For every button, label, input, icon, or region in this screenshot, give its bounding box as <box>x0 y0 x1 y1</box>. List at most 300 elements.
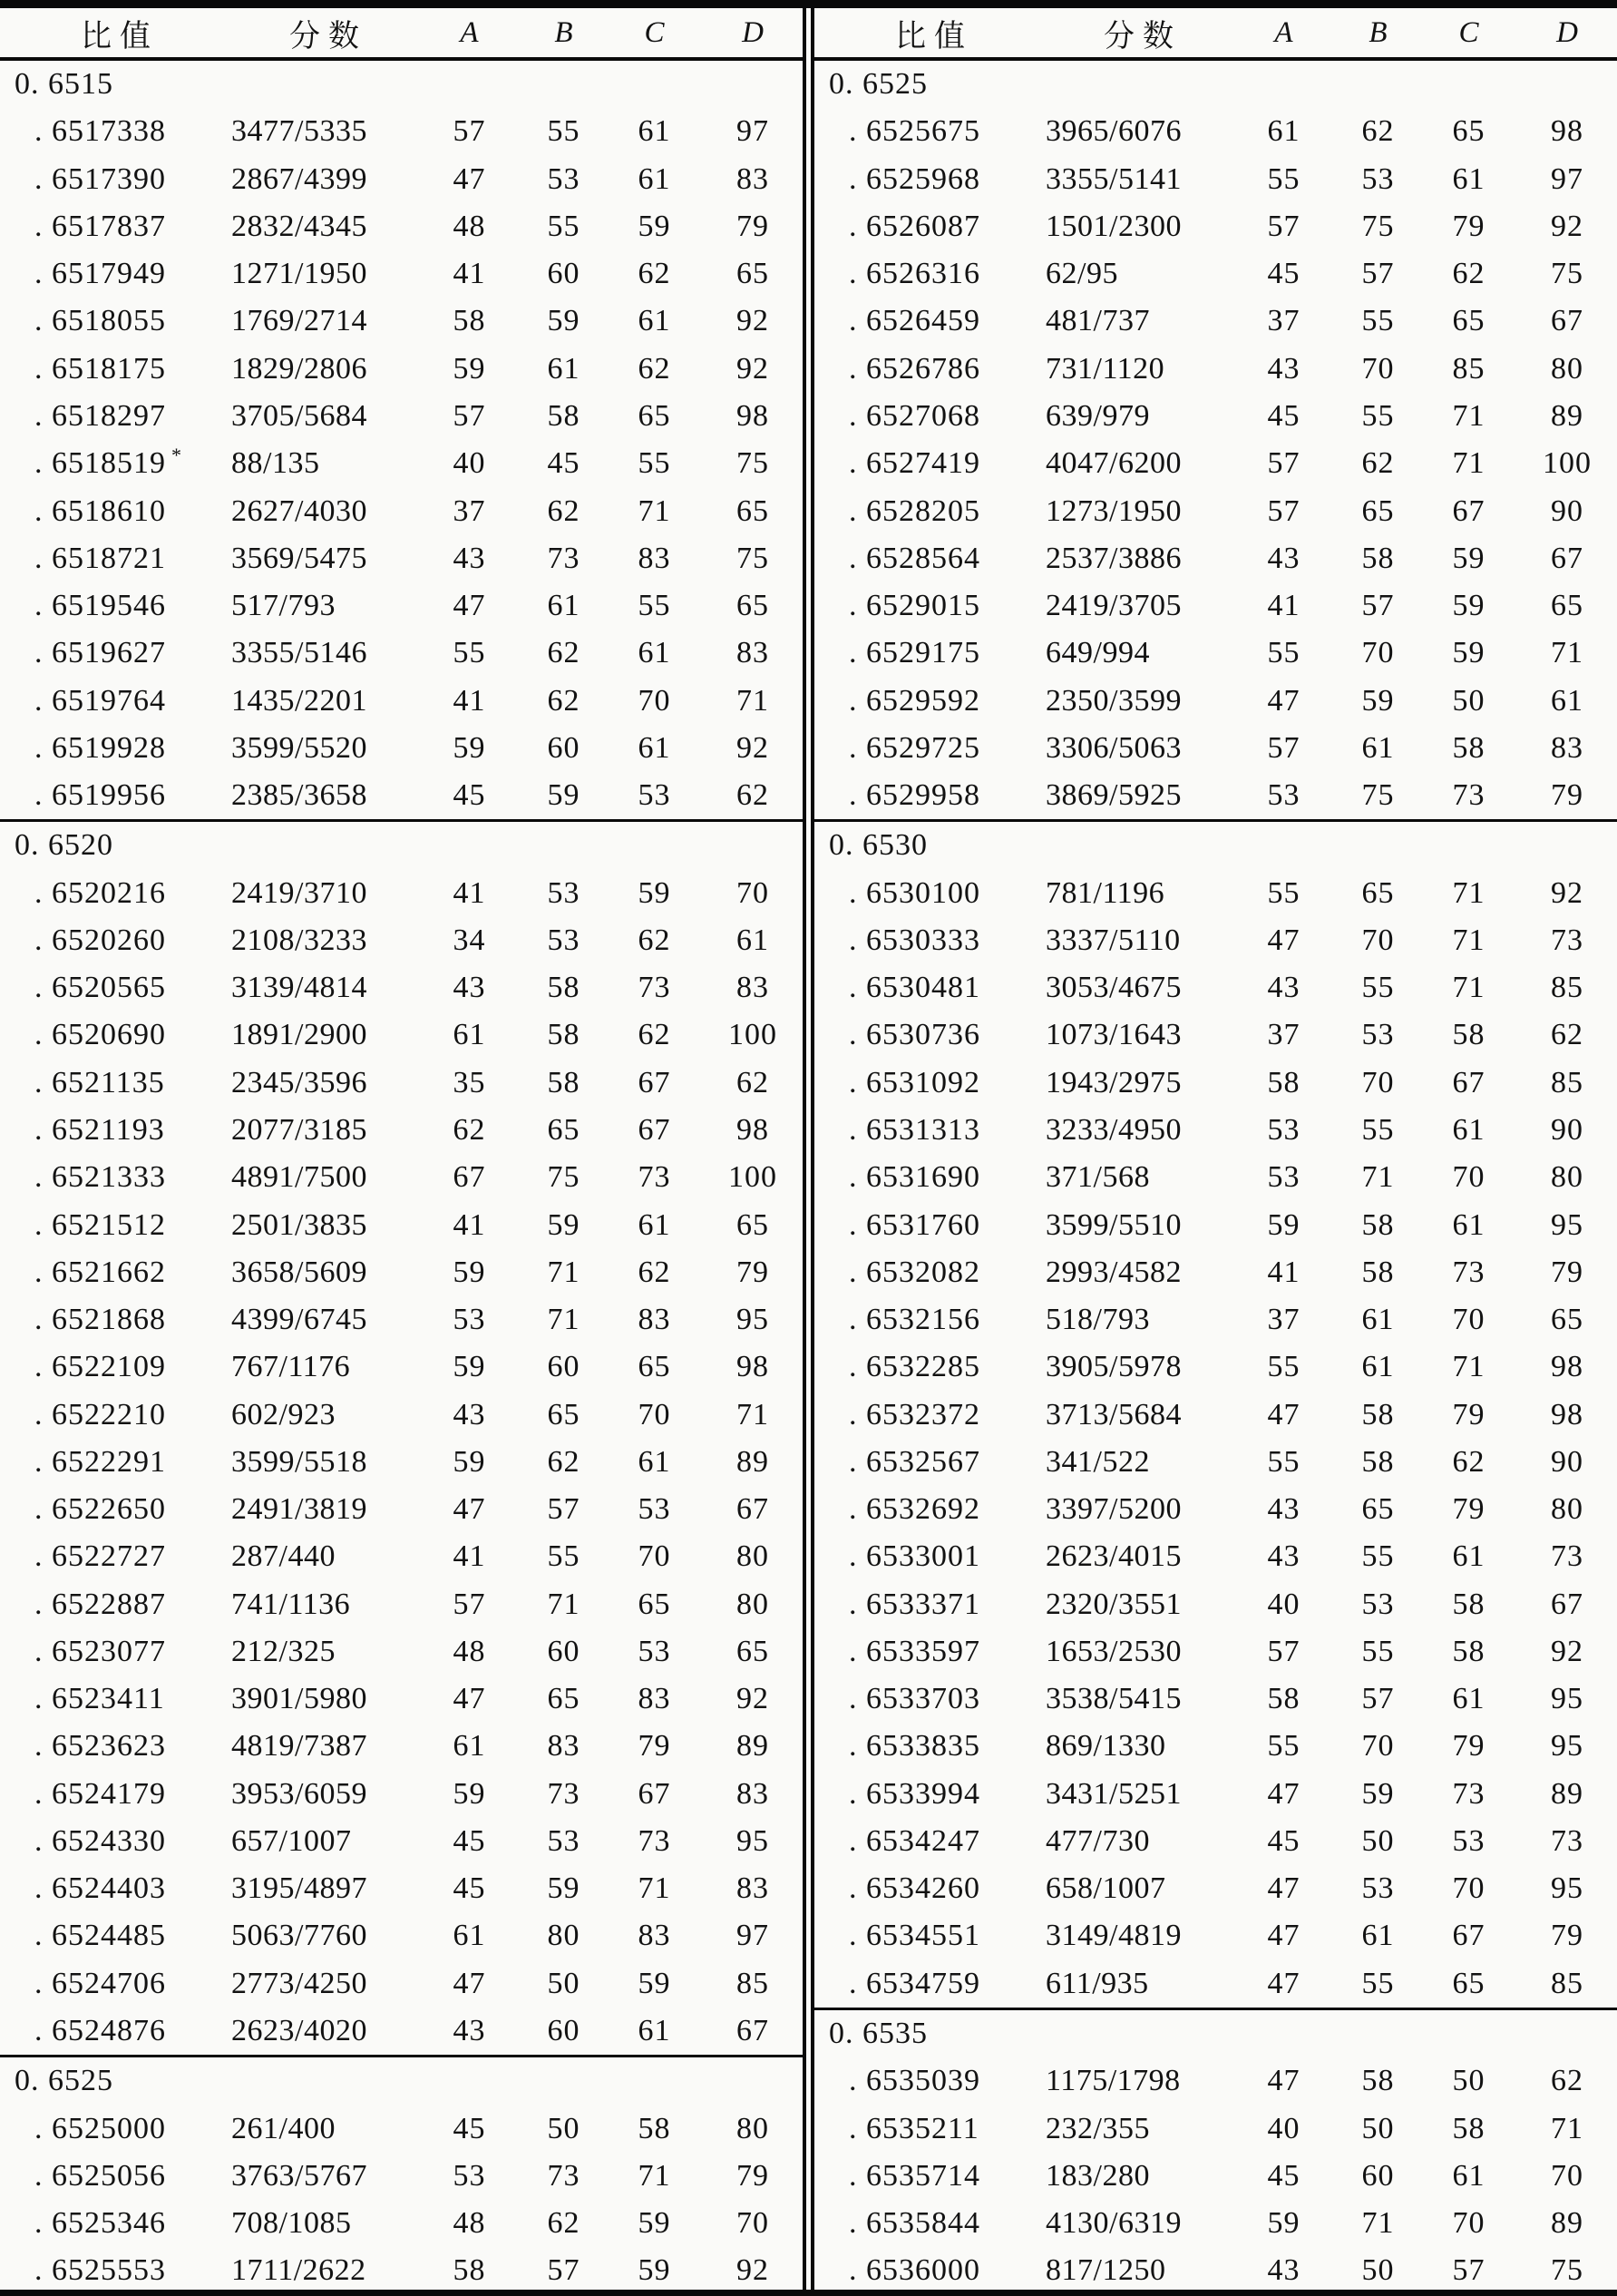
col-d-cell: 80 <box>736 1539 769 1574</box>
col-d-cell: 92 <box>736 730 769 765</box>
fraction-cell: 371/568 <box>1046 1160 1150 1195</box>
col-b-cell: 62 <box>1361 114 1395 149</box>
col-d-cell: 97 <box>736 1919 769 1953</box>
col-d-cell: 83 <box>736 1776 769 1811</box>
ratio-cell: . 6518721 <box>34 541 166 575</box>
col-c-cell: 73 <box>1452 778 1485 813</box>
col-a-cell: 57 <box>1267 1634 1300 1668</box>
col-d-cell: 80 <box>1551 1160 1583 1195</box>
col-a-cell: 45 <box>1267 257 1300 291</box>
col-a-cell: 59 <box>1267 2206 1300 2241</box>
col-b-cell: 53 <box>1361 161 1395 196</box>
col-b-cell: 73 <box>547 1776 580 1811</box>
fraction-cell: 1769/2714 <box>231 304 367 338</box>
col-b-cell: 57 <box>1361 1682 1395 1716</box>
col-a-cell: 57 <box>453 114 486 149</box>
col-c-cell: 70 <box>1452 1303 1485 1337</box>
fraction-cell: 2077/3185 <box>231 1112 367 1147</box>
col-c-cell: 71 <box>1452 875 1485 910</box>
table-row <box>814 535 1617 582</box>
table-row <box>814 1107 1617 1154</box>
col-d-cell: 90 <box>1551 493 1583 528</box>
col-d-cell: 73 <box>1551 923 1583 957</box>
fraction-cell: 2773/4250 <box>231 1966 367 2000</box>
col-d-cell: 73 <box>1551 1539 1583 1574</box>
col-d-cell: 95 <box>1551 1682 1583 1716</box>
ratio-cell: . 6532082 <box>849 1255 980 1289</box>
ratio-cell: . 6528205 <box>849 493 980 528</box>
col-a-cell: 47 <box>1267 1871 1300 1906</box>
col-d-cell: 79 <box>736 1255 769 1289</box>
col-b-cell: 62 <box>547 2206 580 2241</box>
col-c-cell: 67 <box>1452 1919 1485 1953</box>
col-d-cell: 79 <box>1551 1255 1583 1289</box>
col-c-cell: 59 <box>638 2253 671 2288</box>
col-a-cell: 59 <box>453 1255 486 1289</box>
table-row <box>0 1060 803 1107</box>
col-c-cell: 62 <box>1452 1444 1485 1479</box>
col-a-cell: 47 <box>453 161 486 196</box>
col-c-cell: 67 <box>1452 493 1485 528</box>
fraction-cell: 3599/5510 <box>1046 1207 1182 1242</box>
table-row <box>814 440 1617 487</box>
table-row <box>0 677 803 724</box>
table-row <box>0 1343 803 1391</box>
ratio-cell: . 6517837 <box>34 209 166 243</box>
col-c-cell: 59 <box>1452 589 1485 623</box>
col-b-cell: 61 <box>1361 1919 1395 1953</box>
col-a-cell: 55 <box>1267 1444 1300 1479</box>
right-table <box>814 8 1617 2290</box>
col-d-cell: 89 <box>1551 1776 1583 1811</box>
table-row <box>0 772 803 819</box>
col-d-cell: 71 <box>736 683 769 718</box>
ratio-cell: . 6521868 <box>34 1303 166 1337</box>
col-b-cell: 65 <box>1361 875 1395 910</box>
col-c-cell: 61 <box>638 114 671 149</box>
col-c-cell: 58 <box>1452 730 1485 765</box>
col-c-cell: 79 <box>638 1729 671 1764</box>
ratio-cell: . 6520565 <box>34 971 166 1005</box>
table-row <box>814 725 1617 772</box>
ratio-cell: . 6525553 <box>34 2253 166 2288</box>
left-table-header <box>0 8 803 61</box>
section-row <box>0 61 803 108</box>
ratio-cell: . 6531760 <box>849 1207 980 1242</box>
ratio-cell: . 6529592 <box>849 683 980 718</box>
ratio-cell: . 6519546 <box>34 589 166 623</box>
col-c-cell: 79 <box>1452 1397 1485 1431</box>
col-c-cell: 61 <box>1452 1539 1485 1574</box>
ratio-cell: . 6536000 <box>849 2253 980 2288</box>
fraction-cell: 3431/5251 <box>1046 1776 1182 1811</box>
col-a-cell: 41 <box>453 257 486 291</box>
fraction-cell: 602/923 <box>231 1397 336 1431</box>
ratio-cell: . 6522210 <box>34 1397 166 1431</box>
fraction-cell: 869/1330 <box>1046 1729 1166 1764</box>
header-col-b: B <box>1369 15 1388 49</box>
section-label: 0. 6530 <box>829 828 928 863</box>
col-b-cell: 70 <box>1361 351 1395 386</box>
col-b-cell: 50 <box>1361 2253 1395 2288</box>
col-d-cell: 67 <box>1551 304 1583 338</box>
ratio-cell: . 6524179 <box>34 1776 166 1811</box>
col-c-cell: 59 <box>638 875 671 910</box>
col-a-cell: 55 <box>1267 1729 1300 1764</box>
table-row <box>814 203 1617 250</box>
col-b-cell: 59 <box>1361 683 1395 718</box>
table-row <box>0 1628 803 1676</box>
table-row <box>0 1201 803 1248</box>
col-b-cell: 55 <box>547 114 580 149</box>
col-a-cell: 48 <box>453 209 486 243</box>
col-c-cell: 73 <box>638 1823 671 1858</box>
col-d-cell: 90 <box>1551 1112 1583 1147</box>
col-a-cell: 47 <box>1267 923 1300 957</box>
col-c-cell: 71 <box>638 2158 671 2193</box>
table-row <box>814 393 1617 440</box>
fraction-cell: 639/979 <box>1046 398 1150 433</box>
col-c-cell: 70 <box>638 683 671 718</box>
col-c-cell: 61 <box>1452 161 1485 196</box>
col-b-cell: 60 <box>547 2014 580 2048</box>
fraction-cell: 741/1136 <box>231 1587 351 1621</box>
col-d-cell: 95 <box>1551 1871 1583 1906</box>
ratio-cell: . 6518610 <box>34 493 166 528</box>
col-a-cell: 53 <box>453 2158 486 2193</box>
col-c-cell: 59 <box>1452 541 1485 575</box>
ratio-cell: . 6523411 <box>34 1682 165 1716</box>
ratio-cell: . 6525346 <box>34 2206 166 2241</box>
col-a-cell: 53 <box>453 1303 486 1337</box>
col-d-cell: 62 <box>736 778 769 813</box>
ratio-cell: . 6534247 <box>849 1823 980 1858</box>
fraction-cell: 3139/4814 <box>231 971 367 1005</box>
col-b-cell: 58 <box>1361 1397 1395 1431</box>
col-b-cell: 71 <box>1361 2206 1395 2241</box>
col-c-cell: 55 <box>638 589 671 623</box>
table-row <box>814 1818 1617 1865</box>
ratio-cell: . 6519928 <box>34 730 166 765</box>
col-a-cell: 41 <box>453 1207 486 1242</box>
table-row <box>0 1912 803 1959</box>
table-row <box>0 487 803 534</box>
section-row <box>0 819 803 869</box>
ratio-cell: . 6529958 <box>849 778 980 813</box>
col-d-cell: 65 <box>1551 589 1583 623</box>
col-b-cell: 75 <box>1361 209 1395 243</box>
col-c-cell: 62 <box>1452 257 1485 291</box>
col-d-cell: 95 <box>1551 1729 1583 1764</box>
header-col-d: D <box>1556 15 1578 49</box>
fraction-cell: 649/994 <box>1046 636 1150 670</box>
col-b-cell: 53 <box>1361 1871 1395 1906</box>
col-a-cell: 58 <box>453 304 486 338</box>
section-row <box>814 2008 1617 2057</box>
ratio-cell: . 6527419 <box>849 446 980 481</box>
fraction-cell: 2345/3596 <box>231 1065 367 1099</box>
col-a-cell: 47 <box>1267 2064 1300 2098</box>
col-c-cell: 53 <box>638 778 671 813</box>
table-row <box>0 2105 803 2152</box>
ratio-cell: . 6517949 <box>34 257 166 291</box>
table-row <box>814 1060 1617 1107</box>
col-d-cell: 71 <box>1551 2111 1583 2145</box>
col-d-cell: 73 <box>1551 1823 1583 1858</box>
col-b-cell: 71 <box>1361 1160 1395 1195</box>
col-a-cell: 61 <box>1267 114 1300 149</box>
col-c-cell: 73 <box>638 1160 671 1195</box>
col-b-cell: 65 <box>547 1112 580 1147</box>
col-b-cell: 59 <box>547 1871 580 1906</box>
table-row <box>814 772 1617 819</box>
col-b-cell: 58 <box>1361 1207 1395 1242</box>
col-c-cell: 67 <box>638 1065 671 1099</box>
fraction-cell: 3953/6059 <box>231 1776 367 1811</box>
col-b-cell: 62 <box>1361 446 1395 481</box>
table-row <box>814 1439 1617 1486</box>
col-a-cell: 67 <box>453 1160 486 1195</box>
col-c-cell: 67 <box>638 1776 671 1811</box>
ratio-cell: . 6531313 <box>849 1112 980 1147</box>
col-b-cell: 59 <box>1361 1776 1395 1811</box>
fraction-cell: 611/935 <box>1046 1966 1149 2000</box>
ratio-cell: . 6524876 <box>34 2014 166 2048</box>
col-d-cell: 67 <box>736 2014 769 2048</box>
fraction-cell: 4130/6319 <box>1046 2206 1182 2241</box>
table-row <box>814 870 1617 917</box>
ratio-cell: . 6529175 <box>849 636 980 670</box>
ratio-cell: . 6526786 <box>849 351 980 386</box>
table-row <box>0 535 803 582</box>
col-b-cell: 55 <box>1361 1112 1395 1147</box>
col-a-cell: 61 <box>453 1018 486 1052</box>
fraction-cell: 517/793 <box>231 589 336 623</box>
col-a-cell: 45 <box>453 1871 486 1906</box>
ratio-cell: . 6523623 <box>34 1729 166 1764</box>
col-c-cell: 62 <box>638 257 671 291</box>
col-d-cell: 75 <box>736 446 769 481</box>
table-row <box>814 677 1617 724</box>
col-a-cell: 45 <box>453 778 486 813</box>
col-a-cell: 47 <box>453 1492 486 1527</box>
table-row <box>0 1533 803 1580</box>
table-row <box>0 1723 803 1770</box>
col-a-cell: 37 <box>1267 304 1300 338</box>
col-a-cell: 47 <box>453 589 486 623</box>
fraction-cell: 4399/6745 <box>231 1303 367 1337</box>
table-row <box>814 964 1617 1011</box>
col-d-cell: 97 <box>736 114 769 149</box>
ratio-cell: . 6533835 <box>849 1729 980 1764</box>
ratio-cell: . 6530100 <box>849 875 980 910</box>
col-c-cell: 61 <box>1452 2158 1485 2193</box>
fraction-cell: 781/1196 <box>1046 875 1165 910</box>
col-a-cell: 59 <box>453 1444 486 1479</box>
table-row <box>814 1771 1617 1818</box>
col-a-cell: 43 <box>1267 971 1300 1005</box>
table-row <box>0 1581 803 1628</box>
col-d-cell: 92 <box>1551 875 1583 910</box>
col-d-cell: 100 <box>728 1018 777 1052</box>
col-b-cell: 60 <box>547 1634 580 1668</box>
col-b-cell: 60 <box>1361 2158 1395 2193</box>
table-row <box>0 1960 803 2008</box>
ratio-cell: . 6530481 <box>849 971 980 1005</box>
fraction-cell: 3306/5063 <box>1046 730 1182 765</box>
ratio-cell: . 6532372 <box>849 1397 980 1431</box>
header-fraction: 分数 <box>1104 19 1182 54</box>
col-d-cell: 83 <box>736 161 769 196</box>
fraction-cell: 2993/4582 <box>1046 1255 1182 1289</box>
ratio-cell: . 6521193 <box>34 1112 165 1147</box>
col-b-cell: 53 <box>547 875 580 910</box>
col-c-cell: 70 <box>1452 1871 1485 1906</box>
col-a-cell: 45 <box>1267 398 1300 433</box>
col-d-cell: 62 <box>1551 1018 1583 1052</box>
col-b-cell: 65 <box>547 1682 580 1716</box>
ratio-cell: . 6520260 <box>34 923 166 957</box>
fraction-cell: 3905/5978 <box>1046 1350 1182 1384</box>
ratio-cell: . 6531092 <box>849 1065 980 1099</box>
col-a-cell: 57 <box>1267 446 1300 481</box>
table-row <box>0 250 803 298</box>
fraction-cell: 2627/4030 <box>231 493 367 528</box>
col-c-cell: 79 <box>1452 209 1485 243</box>
col-b-cell: 80 <box>547 1919 580 1953</box>
col-d-cell: 92 <box>736 2253 769 2288</box>
col-c-cell: 70 <box>1452 2206 1485 2241</box>
col-c-cell: 65 <box>1452 1966 1485 2000</box>
col-c-cell: 65 <box>638 1587 671 1621</box>
col-a-cell: 45 <box>453 1823 486 1858</box>
section-label: 0. 6515 <box>15 67 113 102</box>
table-row <box>0 1439 803 1486</box>
col-a-cell: 41 <box>453 683 486 718</box>
col-c-cell: 50 <box>1452 683 1485 718</box>
col-c-cell: 73 <box>1452 1776 1485 1811</box>
col-d-cell: 89 <box>736 1729 769 1764</box>
col-d-cell: 92 <box>736 304 769 338</box>
fraction-cell: 2108/3233 <box>231 923 367 957</box>
table-row <box>814 917 1617 964</box>
col-c-cell: 61 <box>1452 1682 1485 1716</box>
col-d-cell: 67 <box>1551 1587 1583 1621</box>
col-d-cell: 80 <box>736 2111 769 2145</box>
col-b-cell: 55 <box>1361 304 1395 338</box>
col-c-cell: 53 <box>638 1492 671 1527</box>
col-c-cell: 53 <box>638 1634 671 1668</box>
col-b-cell: 58 <box>1361 1444 1395 1479</box>
ratio-cell: . 6518055 <box>34 304 166 338</box>
fraction-cell: 477/730 <box>1046 1823 1150 1858</box>
col-d-cell: 75 <box>1551 257 1583 291</box>
col-a-cell: 59 <box>453 1776 486 1811</box>
header-ratio: 比值 <box>895 19 973 54</box>
table-row <box>814 108 1617 155</box>
col-b-cell: 61 <box>547 589 580 623</box>
col-a-cell: 43 <box>1267 541 1300 575</box>
col-d-cell: 62 <box>736 1065 769 1099</box>
table-row <box>814 582 1617 630</box>
col-c-cell: 62 <box>638 1018 671 1052</box>
col-c-cell: 58 <box>1452 1634 1485 1668</box>
col-d-cell: 85 <box>736 1966 769 2000</box>
col-a-cell: 55 <box>1267 636 1300 670</box>
fraction-cell: 1653/2530 <box>1046 1634 1182 1668</box>
col-a-cell: 47 <box>1267 1776 1300 1811</box>
table-row <box>0 1391 803 1438</box>
col-b-cell: 53 <box>547 923 580 957</box>
ratio-cell: . 6525675 <box>849 114 980 149</box>
right-table-rows <box>814 61 1617 2294</box>
col-b-cell: 83 <box>547 1729 580 1764</box>
header-col-d: D <box>742 15 764 49</box>
header-fraction: 分数 <box>289 19 367 54</box>
ratio-cell: . 6532156 <box>849 1303 980 1337</box>
col-c-cell: 73 <box>638 971 671 1005</box>
col-d-cell: 79 <box>736 2158 769 2193</box>
fraction-cell: 1073/1643 <box>1046 1018 1182 1052</box>
col-b-cell: 50 <box>1361 2111 1395 2145</box>
col-d-cell: 85 <box>1551 1966 1583 2000</box>
col-b-cell: 75 <box>547 1160 580 1195</box>
fraction-cell: 2320/3551 <box>1046 1587 1182 1621</box>
col-c-cell: 59 <box>638 209 671 243</box>
fraction-cell: 1711/2622 <box>231 2253 366 2288</box>
table-row <box>0 1771 803 1818</box>
table-row <box>0 1107 803 1154</box>
fraction-cell: 767/1176 <box>231 1350 351 1384</box>
ratio-cell: . 6525968 <box>849 161 980 196</box>
col-b-cell: 53 <box>547 1823 580 1858</box>
col-b-cell: 50 <box>1361 1823 1395 1858</box>
col-a-cell: 62 <box>453 1112 486 1147</box>
fraction-cell: 4047/6200 <box>1046 446 1182 481</box>
col-a-cell: 59 <box>1267 1207 1300 1242</box>
col-b-cell: 61 <box>547 351 580 386</box>
col-c-cell: 62 <box>638 351 671 386</box>
fraction-cell: 88/135 <box>231 446 320 481</box>
ratio-cell: . 6524330 <box>34 1823 166 1858</box>
table-row <box>814 1581 1617 1628</box>
col-d-cell: 95 <box>1551 1207 1583 1242</box>
col-d-cell: 98 <box>1551 1397 1583 1431</box>
col-d-cell: 65 <box>736 493 769 528</box>
col-d-cell: 83 <box>736 636 769 670</box>
col-a-cell: 47 <box>1267 1919 1300 1953</box>
fraction-cell: 3763/5767 <box>231 2158 367 2193</box>
col-a-cell: 61 <box>453 1729 486 1764</box>
header-col-a: A <box>460 15 479 49</box>
col-b-cell: 50 <box>547 2111 580 2145</box>
col-b-cell: 62 <box>547 636 580 670</box>
col-a-cell: 43 <box>1267 2253 1300 2288</box>
table-bottom-border <box>0 2290 1617 2296</box>
center-double-rule <box>803 8 814 2290</box>
fraction-cell: 4891/7500 <box>231 1160 367 1195</box>
table-row <box>814 250 1617 298</box>
fraction-cell: 2491/3819 <box>231 1492 367 1527</box>
ratio-cell: . 6530736 <box>849 1018 980 1052</box>
col-d-cell: 75 <box>736 541 769 575</box>
col-c-cell: 71 <box>638 1871 671 1906</box>
col-a-cell: 34 <box>453 923 486 957</box>
col-c-cell: 65 <box>1452 304 1485 338</box>
col-b-cell: 65 <box>547 1397 580 1431</box>
col-c-cell: 71 <box>1452 1350 1485 1384</box>
table-row <box>814 1343 1617 1391</box>
